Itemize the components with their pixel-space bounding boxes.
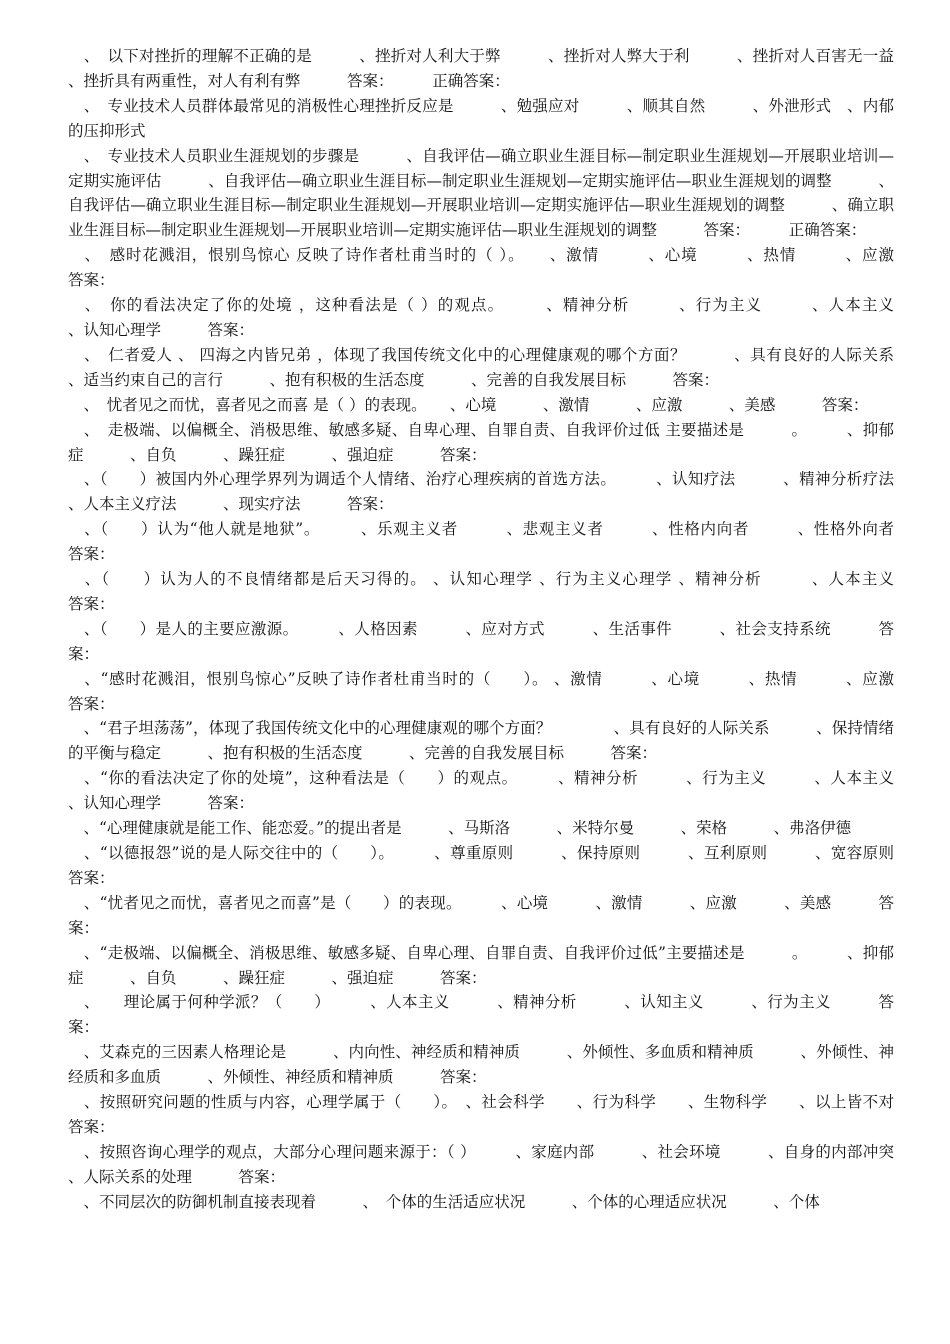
question-8 — [68, 418, 894, 468]
question-24 — [68, 1190, 894, 1215]
question-4 — [68, 243, 941, 293]
question-text: 、“心理健康就是能工作、能恋爱。”的提出者是 、马斯洛 、米特尔曼 、荣格 、弗洛伊德 — [68, 819, 852, 838]
question-9 — [68, 467, 941, 517]
question-text: 、 以下对挫折的理解不正确的是 、挫折对人利大于弊 、挫折对人弊大于利 、挫折对人百害无一益 、挫折具有两重性，对人有利有弊 答案： 正确答案： — [68, 47, 941, 90]
question-text: 、“走极端、以偏概全、消极思维、敏感多疑、自卑心理、自罪自责、自我评价过低”主要描述是 。 、抑郁症 、自负 、躁狂症 、强迫症 答案： — [68, 943, 894, 987]
question-text: 、艾森克的三因素人格理论是 、内向性、神经质和精神质 、外倾性、多血质和精神质 、外倾性、神经质和多血质 、外倾性、神经质和精神质 答案： — [68, 1043, 894, 1087]
question-text: 、 你的看法决定了你的处境 ，这种看法是（ ）的观点。 、精神分析 、行为主义 、人本主义 、认知心理学 答案： — [68, 296, 941, 339]
question-text: 、 忧者见之而忧，喜者见之而喜 是（ ）的表现。 、心境 、激情 、应激 、美感 答案： — [68, 395, 869, 414]
question-text: 、按照研究问题的性质与内容，心理学属于（ ）。 、社会科学 、行为科学 、生物科学 、以上皆不对 答案： — [68, 1093, 926, 1136]
question-20 — [68, 990, 894, 1040]
question-text: 、 专业技术人员职业生涯规划的步骤是 、自我评估—确立职业生涯目标—制定职业生涯规划—开展职业培训—定期实施评估 、自我评估—确立职业生涯目标—制定职业生涯规划—定期实施评估—职业生涯规划的调整 、自我评估—确立职业生涯目标—制定职业生涯规划—开展职业培训—定期实施评估—职业生涯规划的调整 、确立职业生涯目标—制定职业生涯规划—开展职业培训—定期实施评估—职业生涯规划的调整 答案： 正确答案： — [68, 146, 894, 240]
question-17 — [68, 841, 941, 891]
question-text: 、“以德报怨”说的是人际交往中的（ ）。 、尊重原则 、保持原则 、互利原则 、宽容原则 答案： — [68, 844, 941, 887]
question-text: 、 理论属于何种学派？（ ） 、人本主义 、精神分析 、认知主义 、行为主义 答案： — [68, 993, 894, 1037]
question-6 — [68, 343, 926, 393]
question-11 — [68, 567, 941, 617]
question-text: 、（ ）认为人的不良情绪都是后天习得的。 、认知心理学 、行为主义心理学 、精神分析 、人本主义 答案： — [68, 570, 941, 613]
question-text: 、“你的看法决定了你的处境”，这种看法是（ ）的观点。 、精神分析 、行为主义 、人本主义 、认知心理学 答案： — [68, 769, 941, 813]
question-19 — [68, 941, 894, 991]
question-22 — [68, 1090, 926, 1140]
question-text: 、“感时花溅泪，恨别鸟惊心”反映了诗作者杜甫当时的（ ）。 、激情 、心境 、热情 、应激 答案： — [68, 669, 941, 713]
question-text: 、（ ）是人的主要应激源。 、人格因素 、应对方式 、生活事件 、社会支持系统 答案： — [68, 619, 894, 663]
question-5 — [68, 293, 941, 343]
question-text: 、 专业技术人员群体最常见的消极性心理挫折反应是 、勉强应对 、顺其自然 、外泄形式 、内郁的压抑形式 — [68, 96, 894, 140]
question-text: 、按照咨询心理学的观点，大部分心理问题来源于：（ ） 、家庭内部 、社会环境 、自身的内部冲突 、人际关系的处理 答案： — [68, 1142, 941, 1186]
question-text: 、（ ）被国内外心理学界列为调适个人情绪、治疗心理疾病的首选方法。 、认知疗法 、精神分析疗法 、人本主义疗法 、现实疗法 答案： — [68, 470, 941, 514]
question-2 — [68, 94, 894, 144]
question-text: 、“忧者见之而忧，喜者见之而喜”是（ ）的表现。 、心境 、激情 、应激 、美感 答案： — [68, 893, 894, 937]
exam-document — [68, 44, 941, 1215]
question-10 — [68, 517, 941, 567]
question-14 — [68, 716, 894, 766]
question-12 — [68, 617, 894, 667]
question-text: 、“君子坦荡荡”，体现了我国传统文化中的心理健康观的哪个方面？ 、具有良好的人际关系 、保持情绪的平衡与稳定 、抱有积极的生活态度 、完善的自我发展目标 答案： — [68, 719, 894, 763]
question-text: 、 仁者爱人 、 四海之内皆兄弟 ，体现了我国传统文化中的心理健康观的哪个方面？ 、具有良好的人际关系 、适当约束自己的言行 、抱有积极的生活态度 、完善的自我发展目标 答案： — [68, 345, 926, 389]
question-21 — [68, 1040, 894, 1090]
question-text: 、 感时花溅泪，恨别鸟惊心 反映了诗作者杜甫当时的（ ）。 、激情 、心境 、热情 、应激 答案： — [68, 246, 941, 290]
question-text: 、不同层次的防御机制直接表现着 、 个体的生活适应状况 、个体的心理适应状况 、个体 — [68, 1192, 820, 1211]
question-15 — [68, 766, 941, 816]
question-16 — [68, 816, 894, 841]
question-23 — [68, 1140, 941, 1190]
question-18 — [68, 891, 894, 941]
question-3 — [68, 144, 894, 244]
question-7 — [68, 393, 894, 418]
question-13 — [68, 667, 941, 717]
question-1 — [68, 44, 941, 94]
question-text: 、 走极端、以偏概全、消极思维、敏感多疑、自卑心理、自罪自责、自我评价过低 主要描述是 。 、抑郁症 、自负 、躁狂症 、强迫症 答案： — [68, 420, 894, 464]
question-text: 、（ ）认为“他人就是地狱”。 、乐观主义者 、悲观主义者 、性格内向者 、性格外向者 答案： — [68, 520, 941, 564]
